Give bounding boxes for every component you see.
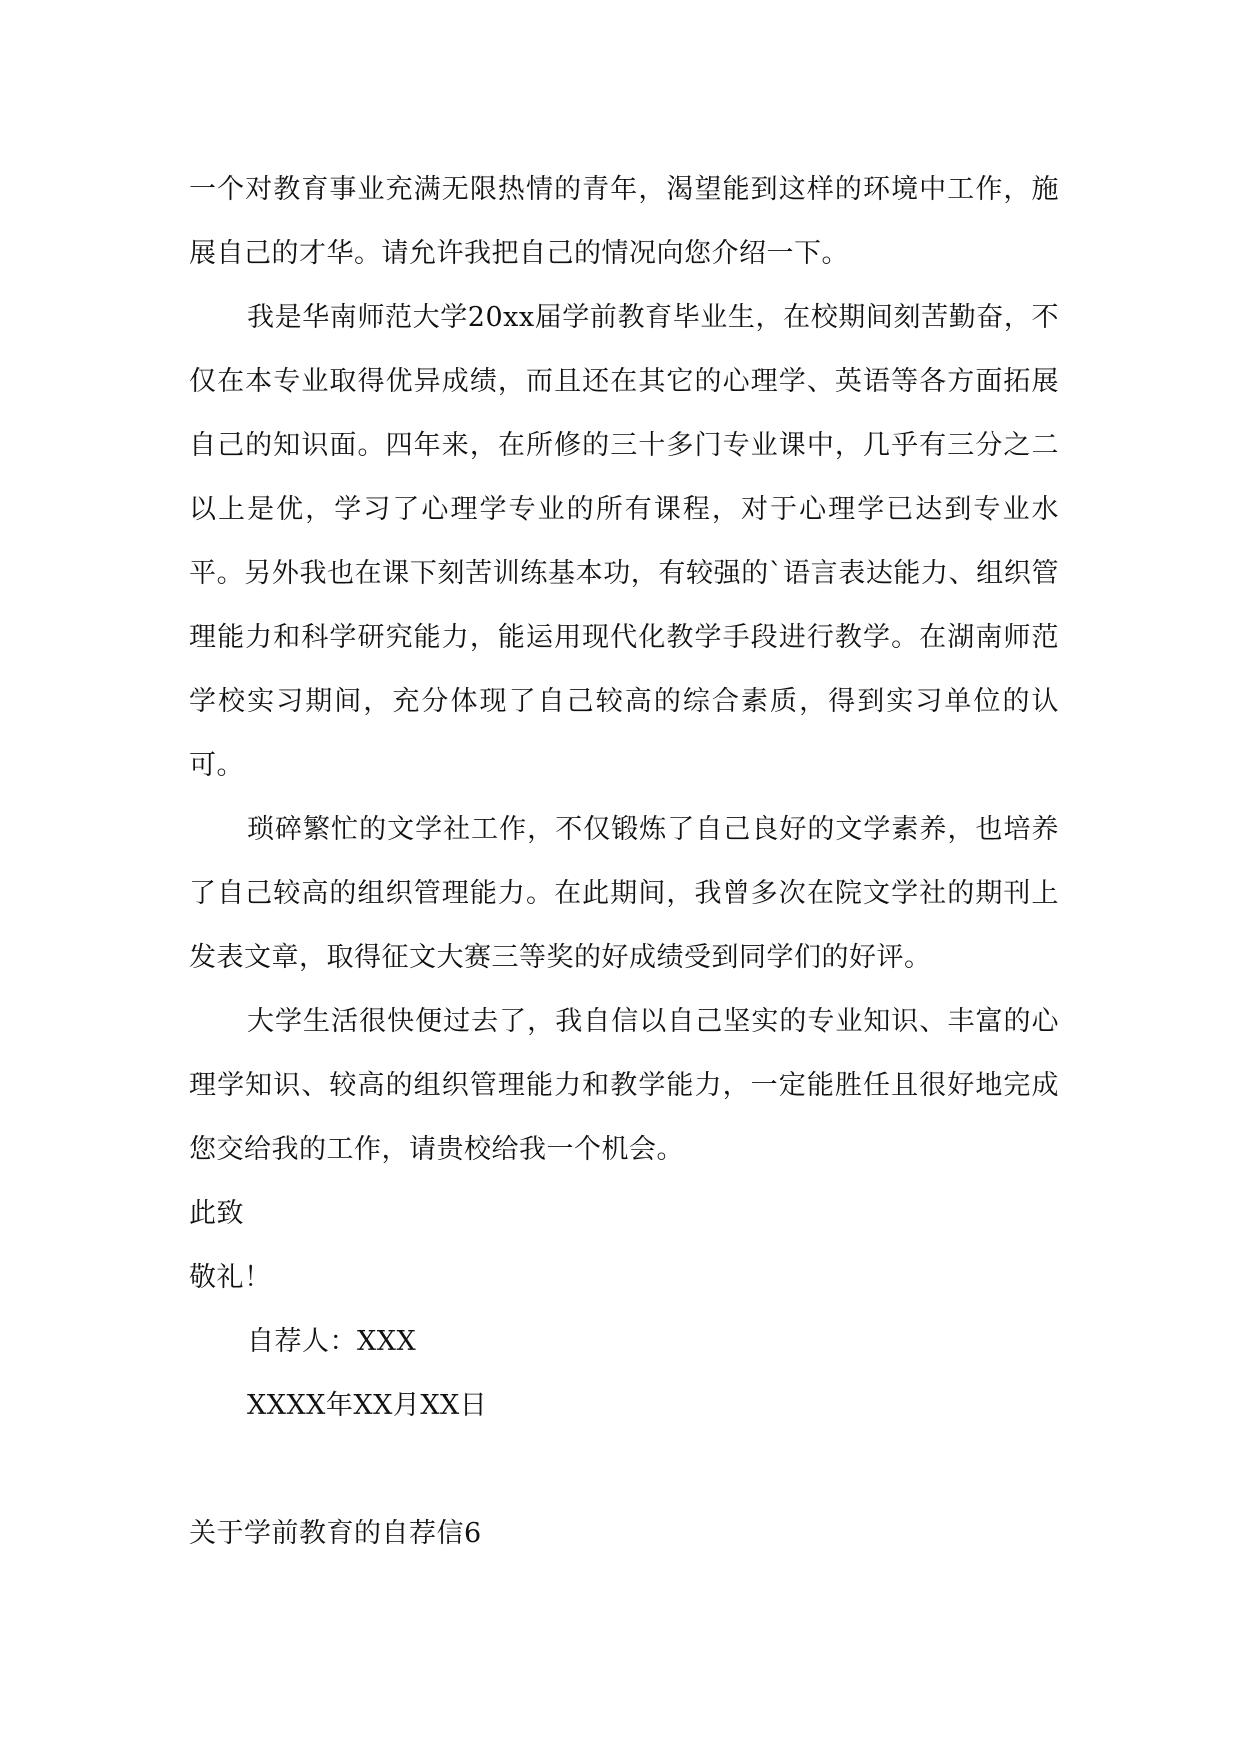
- paragraph-education: 我是华南师范大学20xx届学前教育毕业生，在校期间刻苦勤奋，不仅在本专业取得优异成绩，而且还在其它的心理学、英语等各方面拓展自己的知识面。四年来，在所修的三十多门专业课中，几乎有三分之二以上是优，学习了心理学专业的所有课程，对于心理学已达到专业水平。另外我也在课下刻苦训练基本功，有较强的`语言表达能力、组织管理能力和科学研究能力，能运用现代化教学手段进行教学。在湖南师范学校实习期间，充分体现了自己较高的综合素质，得到实习单位的认可。: [189, 302, 1059, 781]
- letter-body: [189, 158, 1059, 1566]
- next-section-title: 关于学前教育的自荐信6: [189, 1518, 482, 1549]
- closing-regards: 敬礼！: [189, 1262, 272, 1293]
- signer-line: 自荐人：XXX: [247, 1326, 417, 1357]
- paragraph-literary-club: 琐碎繁忙的文学社工作，不仅锻炼了自己良好的文学素养，也培养了自己较高的组织管理能力。在此期间，我曾多次在院文学社的期刊上发表文章，取得征文大赛三等奖的好成绩受到同学们的好评。: [189, 814, 1059, 973]
- paragraph-intro-continued: 一个对教育事业充满无限热情的青年，渴望能到这样的环境中工作，施展自己的才华。请允许我把自己的情况向您介绍一下。: [189, 174, 1059, 269]
- date-line: XXXX年XX月XX日: [247, 1390, 488, 1421]
- spacer: [189, 1438, 1059, 1502]
- paragraph-conclusion: 大学生活很快便过去了，我自信以自己坚实的专业知识、丰富的心理学知识、较高的组织管理能力和教学能力，一定能胜任且很好地完成您交给我的工作，请贵校给我一个机会。: [189, 1006, 1059, 1165]
- closing-salutation: 此致: [189, 1198, 244, 1229]
